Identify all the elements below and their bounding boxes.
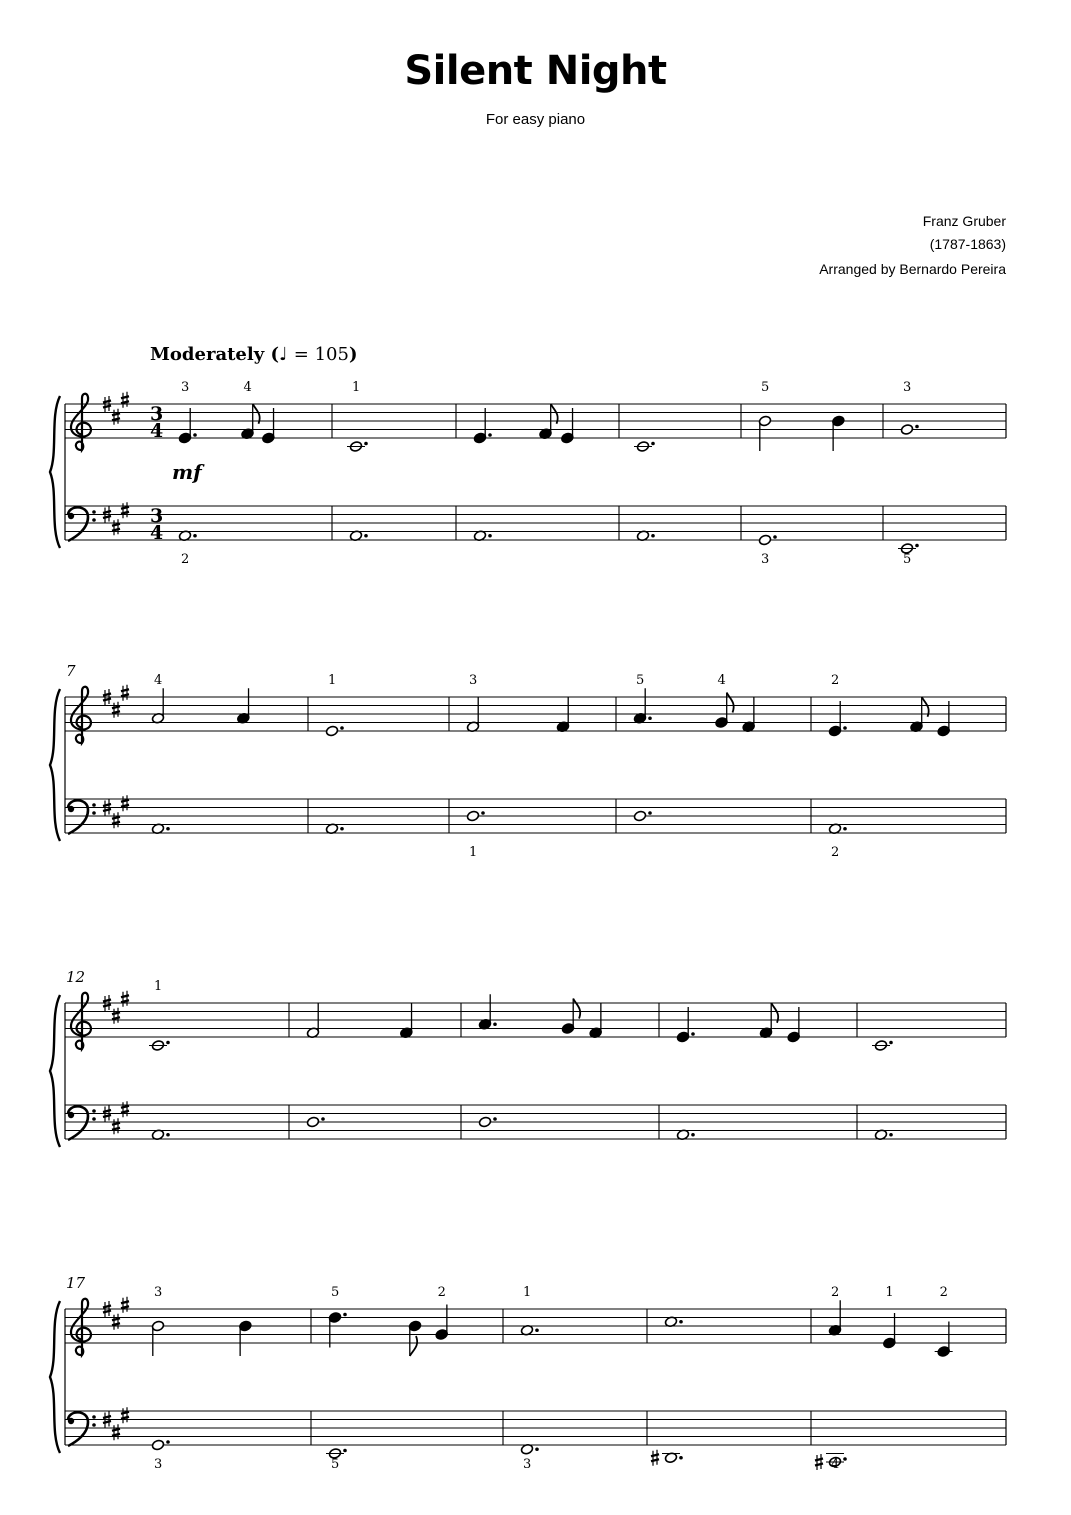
treble-note [239,1320,252,1356]
measure-number: 12 [66,968,86,986]
fingering-number: 1 [523,1285,532,1300]
fingering-number: 2 [437,1285,446,1300]
piece-title: Silent Night [404,48,667,94]
time-signature-bottom: 4 [150,522,164,544]
treble-note [832,415,845,451]
bass-clef-stroke [68,1106,88,1140]
system-brace [50,1301,60,1453]
key-signature-sharp-icon [112,409,120,425]
key-signature-sharp-icon [121,795,129,811]
fingering-number: 2 [181,552,190,567]
treble-note [435,1305,448,1341]
bass-clef-dot [92,510,96,514]
fingering-number: 1 [469,845,478,860]
fingering-number: 3 [181,380,190,395]
fingering-number: 4 [717,673,726,688]
treble-note [347,441,368,453]
bass-clef-dot [92,1423,96,1427]
treble-note [561,408,574,444]
treble-clef-icon [71,1299,91,1355]
composer-dates: (1787-1863) [929,236,1006,252]
dynamic-marking: mf [172,460,202,484]
fingering-number: 5 [331,1457,340,1472]
bass-note [662,1452,683,1464]
treble-note [539,404,558,440]
bass-clef-dot [92,1415,96,1419]
treble-note [556,697,569,733]
treble-note [589,1003,602,1039]
treble-clef-stroke [71,1299,91,1355]
system-brace [50,396,60,548]
treble-clef-stroke [71,687,91,743]
bass-clef-icon [68,507,96,541]
treble-note [759,1003,778,1039]
bass-clef-dot [92,1109,96,1113]
key-signature-sharp-icon [112,702,120,718]
fingering-number: 4 [243,380,252,395]
key-signature-sharp-icon [112,1118,120,1134]
treble-clef-stroke [71,394,91,450]
fingering-number: 1 [328,673,337,688]
fingering-number: 5 [636,673,645,688]
arranger-credit: Arranged by Bernardo Pereira [819,261,1006,277]
treble-note [151,1320,164,1356]
treble-note [306,1003,319,1039]
bass-clef-stroke [68,507,88,541]
bass-clef-icon [68,1106,96,1140]
treble-note [149,1040,170,1052]
treble-note [237,688,250,724]
treble-clef-icon [71,687,91,743]
fingering-number: 4 [831,1457,840,1472]
bass-clef-dot [68,1418,74,1424]
bass-clef-dot [92,518,96,522]
accidental-sharp-icon [651,1450,659,1466]
treble-note [478,994,496,1030]
treble-note [742,697,755,733]
key-signature-sharp-icon [121,991,129,1007]
key-signature-sharp-icon [121,1407,129,1423]
fingering-number: 5 [331,1285,340,1300]
system-brace [50,689,60,841]
treble-note [408,1320,421,1356]
time-signature-top: 3 [150,403,164,425]
time-signature-top: 3 [150,505,164,527]
treble-note [937,701,950,737]
bass-clef-dot [68,806,74,812]
bass-clef-stroke [68,1412,88,1446]
fingering-number: 2 [831,673,840,688]
treble-note [883,1313,896,1349]
key-signature-sharp-icon [112,1008,120,1024]
key-signature-sharp-icon [121,1297,129,1313]
fingering-number: 1 [352,380,361,395]
key-signature-sharp-icon [112,812,120,828]
bass-clef-dot [68,1112,74,1118]
fingering-number: 2 [939,1285,948,1300]
fingering-number: 1 [154,979,163,994]
fingering-number: 4 [154,673,163,688]
treble-clef-icon [71,394,91,450]
tempo-marking: Moderately (♩ = 105) [150,344,358,365]
fingering-number: 5 [903,552,912,567]
fingering-number: 3 [154,1457,163,1472]
fingering-number: 5 [761,380,770,395]
key-signature-sharp-icon [112,1314,120,1330]
treble-note [634,441,655,453]
treble-note [872,1040,893,1052]
treble-note [151,688,164,724]
system-brace [50,995,60,1147]
measure-number: 7 [66,662,76,680]
treble-note [758,415,771,451]
key-signature-sharp-icon [121,502,129,518]
key-signature-sharp-icon [112,519,120,535]
treble-clef-icon [71,993,91,1049]
treble-note [910,697,929,733]
fingering-number: 3 [154,1285,163,1300]
quarter-note-icon: ♩ [278,344,288,365]
key-signature-sharp-icon [112,1424,120,1440]
bass-clef-dot [68,513,74,519]
bass-clef-dot [92,1117,96,1121]
treble-note [241,404,260,440]
bass-clef-icon [68,800,96,834]
composer-name: Franz Gruber [922,213,1006,229]
bass-clef-dot [92,803,96,807]
fingering-number: 3 [523,1457,532,1472]
fingering-number: 1 [885,1285,894,1300]
key-signature-sharp-icon [121,685,129,701]
treble-note [262,408,275,444]
piece-subtitle: For easy piano [485,111,586,128]
bass-clef-dot [92,811,96,815]
treble-note [935,1322,953,1358]
treble-note [787,1007,800,1043]
time-signature-bottom: 4 [150,420,164,442]
fingering-number: 2 [831,845,840,860]
fingering-number: 3 [469,673,478,688]
fingering-number: 3 [761,552,770,567]
bass-clef-stroke [68,800,88,834]
bass-clef-icon [68,1412,96,1446]
treble-note [400,1003,413,1039]
tempo-label: Moderately [150,344,265,365]
treble-note [828,1300,841,1336]
treble-note [633,688,651,724]
tempo-bpm: = 105 [293,344,349,365]
fingering-number: 2 [831,1285,840,1300]
fingering-number: 3 [903,380,912,395]
measure-number: 17 [66,1274,86,1292]
treble-note [466,697,479,733]
treble-clef-stroke [71,993,91,1049]
key-signature-sharp-icon [121,1101,129,1117]
key-signature-sharp-icon [121,392,129,408]
accidental-sharp-icon [815,1454,823,1470]
